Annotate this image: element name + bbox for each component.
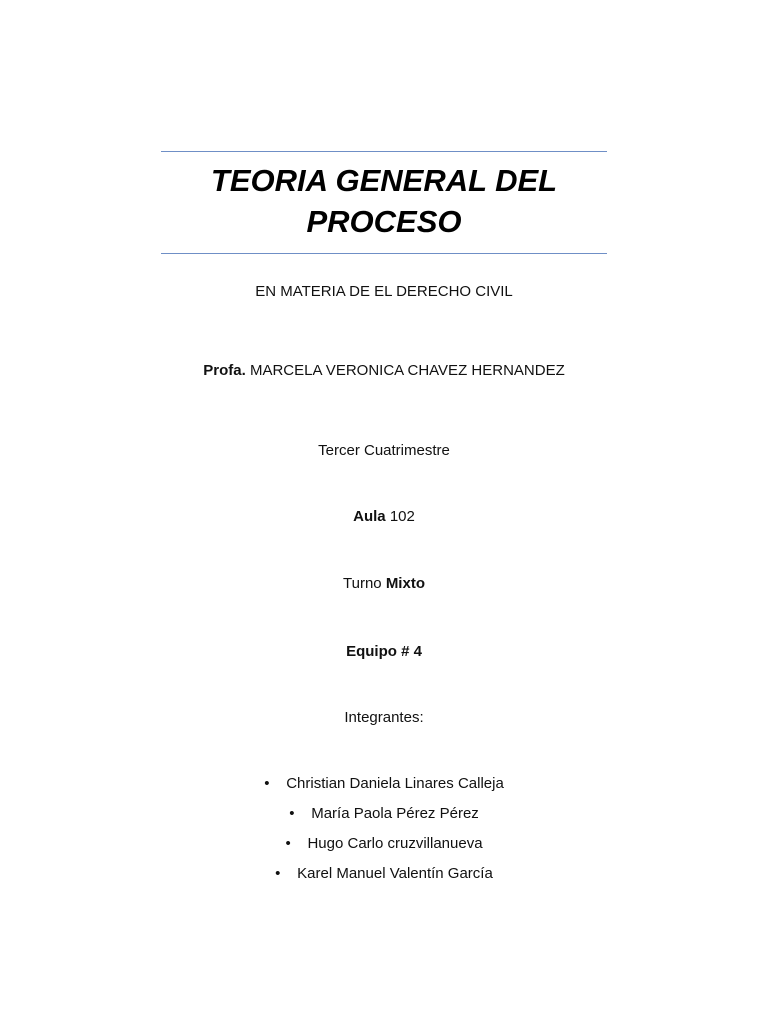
- turno-line: [0, 574, 768, 594]
- member-name: Christian Daniela Linares Calleja: [286, 775, 504, 792]
- title-bottom-rule: [161, 253, 607, 254]
- bullet-icon: •: [264, 775, 270, 792]
- list-item: [0, 804, 768, 834]
- title-top-rule: [161, 151, 607, 152]
- members-list: [0, 774, 768, 894]
- aula-value: 102: [389, 508, 415, 525]
- teacher-line: [0, 361, 768, 381]
- bullet-icon: •: [285, 835, 291, 852]
- term-text: Tercer Cuatrimestre: [318, 442, 450, 459]
- title-line-1: TEORIA GENERAL DEL: [210, 163, 558, 198]
- teacher-name: MARCELA VERONICA CHAVEZ HERNANDEZ: [249, 362, 565, 379]
- list-item: [0, 864, 768, 894]
- members-heading: Integrantes:: [344, 709, 424, 726]
- list-item: [0, 834, 768, 864]
- bullet-icon: •: [275, 865, 281, 882]
- bullet-icon: •: [289, 805, 295, 822]
- aula-label: Aula: [353, 508, 386, 525]
- aula-line: [0, 507, 768, 527]
- document-title: [161, 160, 607, 242]
- list-item: [0, 774, 768, 804]
- team-label: Equipo # 4: [346, 643, 422, 660]
- title-line-2: PROCESO: [306, 204, 462, 239]
- team-line: [0, 642, 768, 662]
- member-name: Hugo Carlo cruzvillanueva: [307, 835, 483, 852]
- turno-label: Turno: [343, 575, 382, 592]
- turno-value: Mixto: [385, 575, 425, 592]
- teacher-prefix: Profa.: [203, 362, 246, 379]
- document-subtitle: EN MATERIA DE EL DERECHO CIVIL: [255, 283, 513, 300]
- member-name: María Paola Pérez Pérez: [311, 805, 479, 822]
- member-name: Karel Manuel Valentín García: [297, 865, 493, 882]
